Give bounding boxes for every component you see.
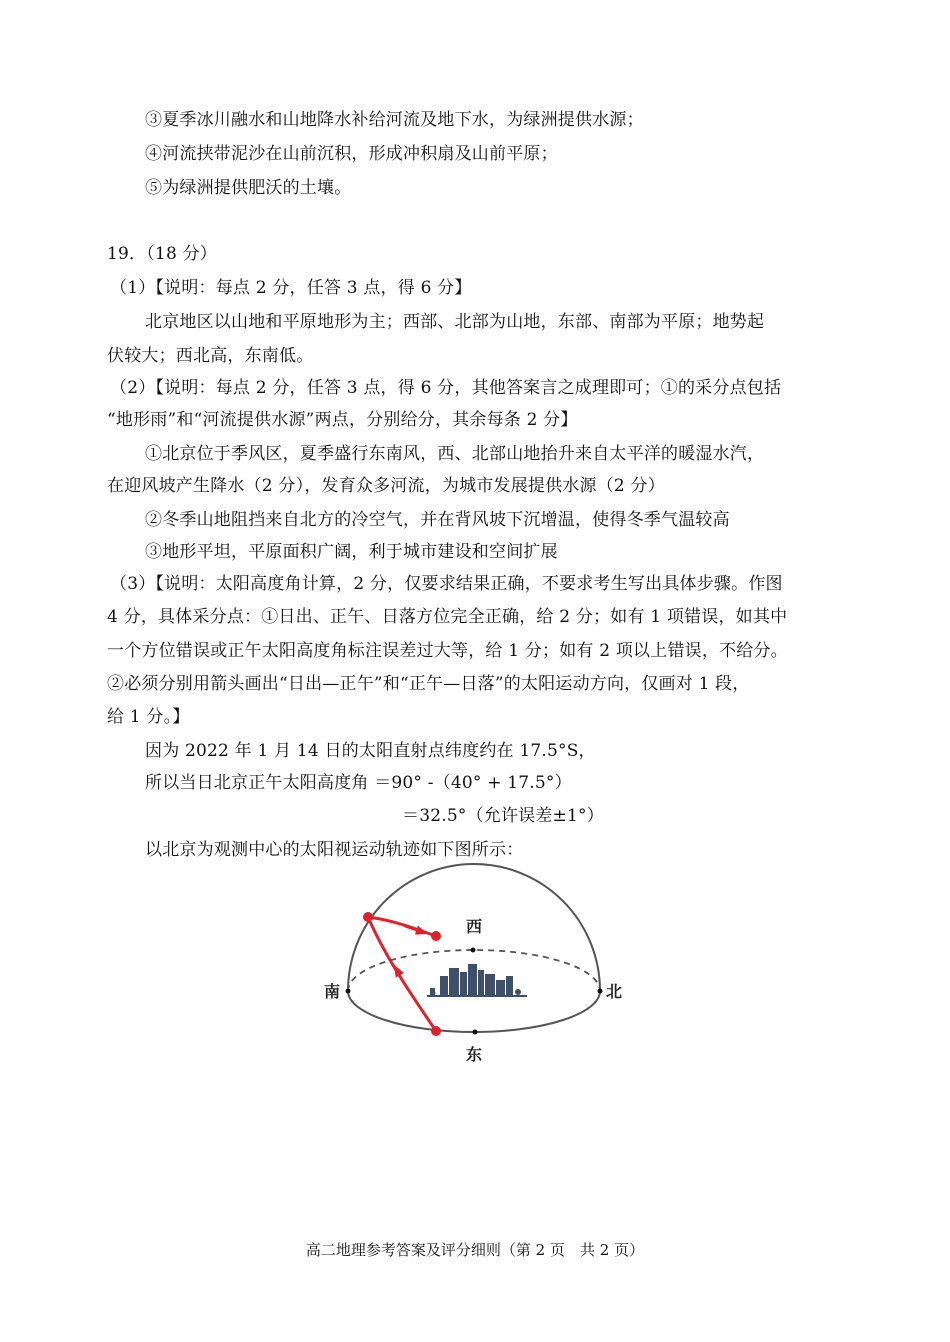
part-3-figure-intro: 以北京为观测中心的太阳视运动轨迹如下图所示： bbox=[145, 840, 524, 860]
horizon-front bbox=[348, 991, 600, 1032]
south-point bbox=[346, 989, 351, 994]
city-skyline-icon bbox=[427, 964, 527, 997]
part-1-answer-line-2: 伏较大；西北高，东南低。 bbox=[107, 346, 314, 366]
answer-item-4: ④河流挟带泥沙在山前沉积，形成冲积扇及山前平原； bbox=[145, 144, 558, 164]
page-footer: 高二地理参考答案及评分细则（第 2 页 共 2 页） bbox=[305, 1241, 645, 1259]
part-3-scoring-note-line-3: 一个方位错误或正午太阳高度角标注误差过大等，给 1 分；如有 2 项以上错误，不给分。 bbox=[107, 641, 788, 661]
noon-sun-point bbox=[363, 912, 373, 922]
part-2-answer-3: ③地形平坦，平原面积广阔，利于城市建设和空间扩展 bbox=[145, 542, 558, 562]
part-3-scoring-note-line-2: 4 分，具体采分点：①日出、正午、日落方位完全正确，给 2 分；如有 1 项错误，如其中 bbox=[107, 607, 788, 627]
question-19-heading: 19．（18 分） bbox=[107, 244, 217, 264]
part-2-scoring-note-line-2: “地形雨”和“河流提供水源”两点，分别给分，其余每条 2 分】 bbox=[107, 410, 578, 430]
sun-path-sunrise-to-noon bbox=[368, 917, 436, 1031]
sunrise-to-noon-arrow bbox=[397, 970, 408, 990]
east-point bbox=[473, 1030, 478, 1035]
part-1-answer-line-1: 北京地区以山地和平原地形为主；西部、北部为山地，东部、南部为平原；地势起 bbox=[145, 312, 765, 332]
part-3-scoring-note-line-4: ②必须分别用箭头画出“日出—正午”和“正午—日落”的太阳运动方向，仅画对 1 段， bbox=[107, 674, 750, 694]
part-3-scoring-note-line-1: （3）【说明：太阳高度角计算，2 分，仅要求结果正确，不要求考生写出具体步骤。作图 bbox=[110, 574, 783, 594]
part-3-calc-line-2: 所以当日北京正午太阳高度角 ＝90° -（40° + 17.5°） bbox=[145, 773, 572, 793]
south-label: 南 bbox=[324, 982, 341, 1001]
part-3-calc-line-1: 因为 2022 年 1 月 14 日的太阳直射点纬度约在 17.5°S， bbox=[145, 741, 596, 761]
sunrise-point bbox=[431, 1026, 441, 1036]
part-2-answer-1-line-1: ①北京位于季风区，夏季盛行东南风，西、北部山地抬升来自太平洋的暖湿水汽， bbox=[145, 444, 765, 464]
answer-item-5: ⑤为绿洲提供肥沃的土壤。 bbox=[145, 178, 352, 198]
part-2-answer-2: ②冬季山地阻挡来自北方的冷空气，并在背风坡下沉增温，使得冬季气温较高 bbox=[145, 510, 730, 530]
sun-path-diagram bbox=[300, 862, 640, 1072]
west-point bbox=[471, 948, 476, 953]
part-1-scoring-note: （1）【说明：每点 2 分，任答 3 点，得 6 分】 bbox=[110, 278, 472, 298]
part-3-calc-line-3: ＝32.5°（允许误差±1°） bbox=[402, 806, 604, 826]
sunset-point bbox=[431, 931, 441, 941]
north-label: 北 bbox=[606, 982, 623, 1001]
part-2-scoring-note-line-1: （2）【说明：每点 2 分，任答 3 点，得 6 分，其他答案言之成理即可；①的采分点包括 bbox=[110, 378, 782, 398]
east-label: 东 bbox=[466, 1045, 483, 1064]
part-3-scoring-note-line-5: 给 1 分。】 bbox=[107, 707, 190, 727]
sun-path-noon-to-sunset bbox=[368, 917, 436, 936]
part-2-answer-1-line-2: 在迎风坡产生降水（2 分），发育众多河流，为城市发展提供水源（2 分） bbox=[107, 476, 665, 496]
north-point bbox=[598, 989, 603, 994]
answer-item-3: ③夏季冰川融水和山地降水补给河流及地下水，为绿洲提供水源； bbox=[145, 110, 644, 130]
west-label: 西 bbox=[466, 917, 483, 936]
